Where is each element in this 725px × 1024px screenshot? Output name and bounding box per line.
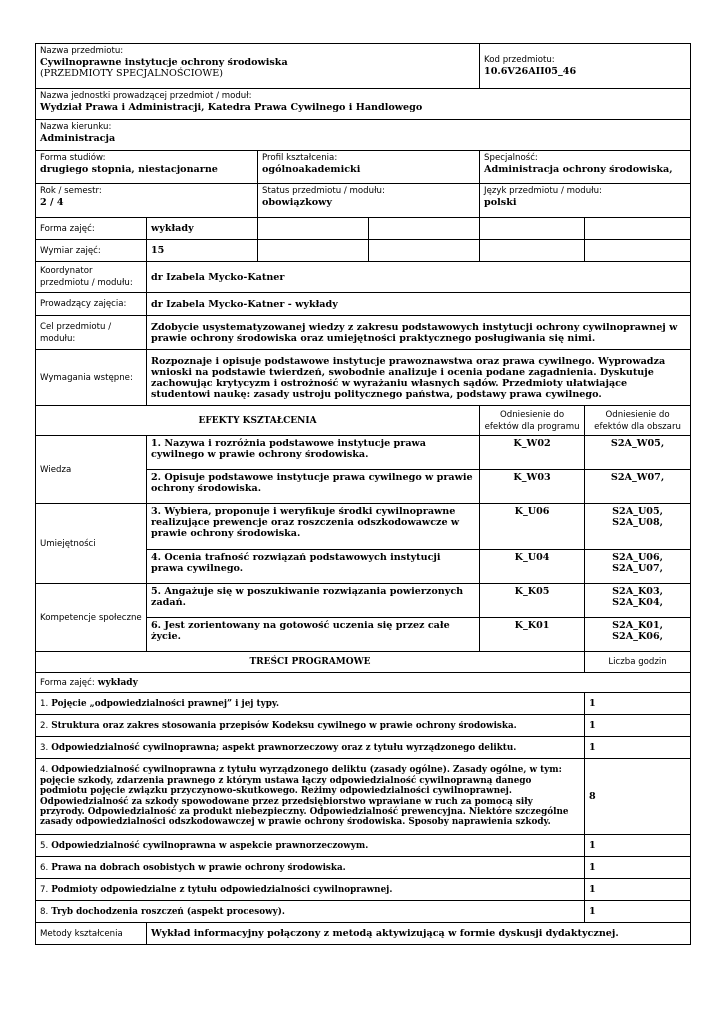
outcomes-title: EFEKTY KSZTAŁCENIA <box>198 415 317 426</box>
outcome-area-ref: S2A_U07, <box>612 563 663 574</box>
requirements-label-cell <box>36 350 147 406</box>
contents-title-cell <box>36 652 585 673</box>
profile-label: Profil kształcenia: <box>262 153 338 163</box>
profile-value: ogólnoakademicki <box>262 164 361 175</box>
outcome-group-social <box>36 584 147 652</box>
topic-hours: 1 <box>585 901 691 923</box>
outcome-text-cell <box>147 504 480 550</box>
topic-number: 4. <box>40 765 49 776</box>
outcome-program-ref: K_K01 <box>480 618 585 652</box>
specialty-cell <box>480 151 691 184</box>
outcome-text-cell <box>147 618 480 652</box>
outcome-group-label: Umiejętności <box>40 538 96 549</box>
specialty-value: Administracja ochrony środowiska, <box>484 164 673 175</box>
methods-value: Wykład informacyjny połączony z metodą aktywizującą w formie dyskusji dydaktycznej. <box>151 928 619 939</box>
unit-cell <box>36 89 691 120</box>
specialty-label: Specjalność: <box>484 153 538 163</box>
year-label: Rok / semestr: <box>40 186 102 196</box>
topic-hours: 1 <box>585 737 691 759</box>
outcome-text-cell <box>147 470 480 504</box>
topic-cell <box>36 759 585 835</box>
subject-cell <box>36 44 480 89</box>
contents-form-value: wykłady <box>97 677 138 688</box>
outcome-group-label: Kompetencje społeczne <box>40 612 142 623</box>
outcome-text-cell <box>147 550 480 584</box>
outcome-group-skills <box>36 504 147 584</box>
code-label: Kod przedmiotu: <box>484 55 555 65</box>
field-label: Nazwa kierunku: <box>40 122 112 132</box>
topic-number: 6. <box>40 862 49 873</box>
topic-text: Odpowiedzialność cywilnoprawna w aspekcie prawnorzeczowym. <box>51 840 369 851</box>
outcome-area-ref: S2A_W05, <box>585 436 691 470</box>
code-cell <box>480 44 691 89</box>
year-value: 2 / 4 <box>40 197 64 208</box>
topic-number: 1. <box>40 698 49 709</box>
outcome-text: 6. Jest zorientowany na gotowość uczenia się przez całe życie. <box>151 620 450 642</box>
topic-hours: 1 <box>585 715 691 737</box>
subject-name: Cywilnoprawne instytucje ochrony środowiska <box>40 57 288 68</box>
outcome-area-ref-cell <box>585 504 691 550</box>
requirements-label: Wymagania wstępne: <box>40 372 133 383</box>
outcome-text: 3. Wybiera, proponuje i weryfikuje środki cywilnoprawne realizujące prewencje oraz roszczenia odszkodowawcze w prawie ochrony środowiska. <box>151 506 460 539</box>
goal-label-cell <box>36 316 147 350</box>
topic-cell <box>36 879 585 901</box>
study-form-value: drugiego stopnia, niestacjonarne <box>40 164 218 175</box>
outcomes-program-header <box>480 406 585 436</box>
outcome-area-ref: S2A_W07, <box>585 470 691 504</box>
outcome-area-ref-cell <box>585 584 691 618</box>
outcomes-title-cell <box>36 406 480 436</box>
outcome-area-ref: S2A_K06, <box>612 631 663 642</box>
unit-label: Nazwa jednostki prowadzącej przedmiot / moduł: <box>40 91 252 101</box>
language-label: Język przedmiotu / modułu: <box>484 186 602 196</box>
topic-number: 7. <box>40 884 49 895</box>
outcome-text-cell <box>147 436 480 470</box>
outcome-area-ref: S2A_U06, <box>612 552 663 563</box>
topic-hours: 8 <box>585 759 691 835</box>
outcome-program-ref: K_W03 <box>480 470 585 504</box>
topic-number: 2. <box>40 720 49 731</box>
outcomes-area-header <box>585 406 691 436</box>
class-form-value-cell <box>147 218 258 240</box>
topic-number: 5. <box>40 840 49 851</box>
empty-cell <box>585 240 691 262</box>
topic-hours: 1 <box>585 693 691 715</box>
hours-value: 15 <box>151 245 165 256</box>
outcome-program-ref: K_K05 <box>480 584 585 618</box>
outcome-area-ref: S2A_U05, <box>612 506 663 517</box>
topic-text: Tryb dochodzenia roszczeń (aspekt procesowy). <box>51 906 285 917</box>
hours-label: Wymiar zajęć: <box>40 245 101 256</box>
outcome-group-label: Wiedza <box>40 464 72 475</box>
outcome-area-ref: S2A_K03, <box>612 586 663 597</box>
lecturer-value: dr Izabela Mycko-Katner - wykłady <box>151 298 338 310</box>
year-cell <box>36 184 258 218</box>
contents-hours-header <box>585 652 691 673</box>
topic-cell <box>36 835 585 857</box>
profile-cell <box>258 151 480 184</box>
goal-label: Cel przedmiotu / modułu: <box>40 321 112 344</box>
outcome-area-ref: S2A_K04, <box>612 597 663 608</box>
contents-form-label: Forma zajęć: <box>40 677 95 688</box>
topic-hours: 1 <box>585 879 691 901</box>
contents-title: TREŚCI PROGRAMOWE <box>249 657 371 667</box>
outcome-area-ref-cell <box>585 618 691 652</box>
hours-value-cell <box>147 240 258 262</box>
topic-cell <box>36 715 585 737</box>
empty-cell <box>585 218 691 240</box>
goal-value: Zdobycie usystematyzowanej wiedzy z zakresu podstawowych instytucji ochrony cywilnoprawnej w prawie ochrony środowiska oraz umiejętności praktycznego posługiwania się nimi. <box>151 321 678 344</box>
field-cell <box>36 120 691 151</box>
empty-cell <box>480 218 585 240</box>
class-form-label: Forma zajęć: <box>40 223 95 234</box>
topic-cell <box>36 857 585 879</box>
topic-text: Podmioty odpowiedzialne z tytułu odpowiedzialności cywilnoprawnej. <box>51 884 393 895</box>
topic-text: Struktura oraz zakres stosowania przepisów Kodeksu cywilnego w prawie ochrony środowiska. <box>51 720 517 731</box>
empty-cell <box>369 218 480 240</box>
methods-label-cell <box>36 923 147 945</box>
empty-cell <box>480 240 585 262</box>
topic-number: 8. <box>40 906 49 917</box>
syllabus-table <box>35 43 691 945</box>
outcome-program-ref: K_U06 <box>480 504 585 550</box>
study-form-label: Forma studiów: <box>40 153 106 163</box>
outcome-group-knowledge <box>36 436 147 504</box>
topic-number: 3. <box>40 742 49 753</box>
requirements-value: Rozpoznaje i opisuje podstawowe instytucje prawoznawstwa oraz prawa cywilnego. Wyprowadza wnioski na podstawie twierdzeń, swobodnie analizuje i ocenia podane zagadnienia. Dyskutuje zachowując krytycyzm i ostrożność w wyrażaniu własnych sądów. Przedmioty ułatwiające studentowi naukę: zasady ustroju politycznego państwa, podstawy prawa cywilnego. <box>151 355 666 400</box>
topic-hours: 1 <box>585 857 691 879</box>
coordinator-label: Koordynator przedmiotu / modułu: <box>40 266 133 288</box>
empty-cell <box>258 240 369 262</box>
field-value: Administracja <box>40 133 116 144</box>
class-form-label-cell <box>36 218 147 240</box>
empty-cell <box>369 240 480 262</box>
outcome-text: 1. Nazywa i rozróżnia podstawowe instytucje prawa cywilnego w prawie ochrony środowiska. <box>151 438 427 460</box>
status-cell <box>258 184 480 218</box>
coordinator-label-cell <box>36 262 147 293</box>
empty-cell <box>258 218 369 240</box>
language-value: polski <box>484 197 517 208</box>
unit-value: Wydział Prawa i Administracji, Katedra Prawa Cywilnego i Handlowego <box>40 102 423 113</box>
outcomes-area-label: Odniesienie do efektów dla obszaru <box>594 409 681 432</box>
goal-value-cell <box>147 316 691 350</box>
hours-label-cell <box>36 240 147 262</box>
methods-value-cell <box>147 923 691 945</box>
outcome-text: 5. Angażuje się w poszukiwanie rozwiązania powierzonych zadań. <box>151 586 464 608</box>
outcome-text: 2. Opisuje podstawowe instytucje prawa cywilnego w prawie ochrony środowiska. <box>151 472 473 494</box>
lecturer-label: Prowadzący zajęcia: <box>40 299 127 309</box>
topic-text: Odpowiedzialność cywilnoprawna z tytułu wyrządzonego deliktu (zasady ogólne). Zasady ogólne, w tym: pojęcie szkody, zdarzenia prawnego z którym ustawa łączy odpowiedzialność cywilnoprawną danego podmiotu pojęcie związku przyczynowo-skutkowego. Reżimy odpowiedzialności cywilnoprawnej. Odpowiedzialność za szkody spowodowane przez przedsiębiorstwo wprawiane w ruch za pomocą siły przyrody. Odpowiedzialność za produkt niebezpieczny. Odpowiedzialność prewencyjna. Niektóre szczególne zasady odpowiedzialności odszkodowawczej w prawie ochrony środowiska. Sposoby naprawienia szkody. <box>40 765 569 828</box>
contents-form-cell <box>36 673 691 693</box>
outcomes-program-label: Odniesienie do efektów dla programu <box>484 409 580 432</box>
contents-hours-label: Liczba godzin <box>608 657 667 667</box>
requirements-value-cell <box>147 350 691 406</box>
outcome-program-ref: K_W02 <box>480 436 585 470</box>
outcome-area-ref: S2A_K01, <box>612 620 663 631</box>
lecturer-value-cell <box>147 293 691 316</box>
lecturer-label-cell <box>36 293 147 316</box>
outcome-area-ref: S2A_U08, <box>612 517 663 528</box>
topic-text: Pojęcie „odpowiedzialności prawnej” i jej typy. <box>51 698 280 709</box>
topic-cell <box>36 693 585 715</box>
outcome-text: 4. Ocenia trafność rozwiązań podstawowych instytucji prawa cywilnego. <box>151 552 441 574</box>
status-label: Status przedmiotu / modułu: <box>262 186 385 196</box>
topic-text: Odpowiedzialność cywilnoprawna; aspekt prawnorzeczowy oraz z tytułu wyrządzonego deliktu. <box>51 742 517 753</box>
class-form-value: wykłady <box>151 223 194 234</box>
outcome-text-cell <box>147 584 480 618</box>
topic-cell <box>36 737 585 759</box>
subject-label: Nazwa przedmiotu: <box>40 46 124 56</box>
syllabus-sheet <box>35 43 690 945</box>
outcome-program-ref: K_U04 <box>480 550 585 584</box>
topic-cell <box>36 901 585 923</box>
topic-hours: 1 <box>585 835 691 857</box>
status-value: obowiązkowy <box>262 197 332 208</box>
subject-group: (PRZEDMIOTY SPECJALNOŚCIOWE) <box>40 68 223 79</box>
methods-label: Metody kształcenia <box>40 928 123 939</box>
topic-text: Prawa na dobrach osobistych w prawie ochrony środowiska. <box>51 862 346 873</box>
language-cell <box>480 184 691 218</box>
coordinator-value: dr Izabela Mycko-Katner <box>151 271 285 283</box>
study-form-cell <box>36 151 258 184</box>
code-value: 10.6V26AII05_46 <box>484 66 577 77</box>
outcome-area-ref-cell <box>585 550 691 584</box>
coordinator-value-cell <box>147 262 691 293</box>
